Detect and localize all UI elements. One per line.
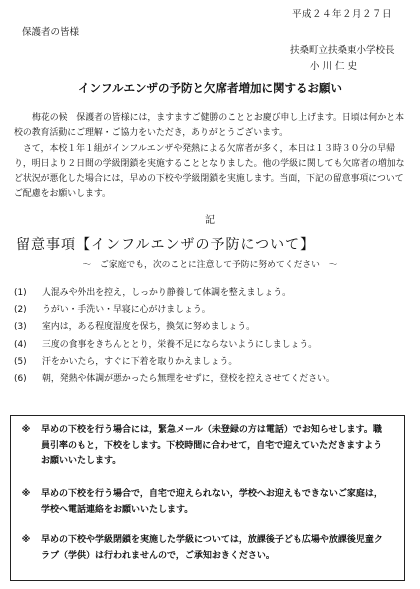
notice-mark: ※ [21, 489, 31, 499]
precaution-list [14, 285, 335, 388]
item-number: (4) [14, 339, 27, 350]
notice-text: 早めの下校を行う場合で，自宅で迎えられない，学校へお迎えもできないご家庭は，学校へ電話連絡をお願いいたします。 [41, 489, 383, 515]
item-number: (2) [14, 305, 27, 316]
item-text: 朝，発熱や体調が悪かったら無理をせずに，登校を控えさせてください。 [42, 374, 335, 385]
item-number: (3) [14, 322, 27, 333]
sender-name: 小川仁史 [310, 61, 361, 72]
section-subheading: ～ ご家庭でも，次のことに注意して予防に努めてください ～ [82, 260, 338, 270]
notice-text: 早めの下校を行う場合には，緊急メール（未登録の方は電話）でお知らせします。職員引率のもと，下校をします。下校時間に合わせて，自宅で迎えていただきますようお願いいたします。 [41, 425, 383, 466]
notice-item [11, 533, 404, 564]
notice-item [11, 487, 404, 518]
notice-box [10, 415, 405, 581]
main-paragraph: さて，本校１年１組がインフルエンザや発熱による欠席者が多く，本日は１３時３０分の早帰り，明日より２日間の学級閉鎖を実施することとなりました。他の学級に関しても欠席者の増加など状況が悪化した場合には，早めの下校や学級閉鎖を実施します。当面，下記の留意事項についてご配慮をお願いします。 [14, 143, 405, 200]
sender-organization: 扶桑町立扶桑東小学校長 [290, 45, 395, 56]
item-number: (5) [14, 356, 27, 367]
greeting-paragraph: 梅花の候 保護者の皆様には，ますますご健勝のこととお慶び申し上げます。日頃は何かと本校の教育活動にご理解・ご協力をいただき，ありがとうございます。 [14, 113, 405, 139]
item-number: (6) [14, 374, 27, 385]
document-title: インフルエンザの予防と欠席者増加に関するお願い [77, 81, 343, 95]
notice-mark: ※ [21, 425, 31, 435]
item-text: うがい・手洗い・早寝に心がけましょう。 [42, 305, 211, 316]
document-date: 平成２４年２月２７日 [292, 9, 393, 20]
item-text: 人混みや外出を控え，しっかり静養して体調を整えましょう。 [42, 288, 292, 298]
list-item [14, 371, 335, 388]
letter-body [14, 111, 408, 203]
notice-mark: ※ [21, 535, 31, 545]
item-text: 汗をかいたら，すぐに下着を取りかえましょう。 [42, 356, 238, 367]
ki-marker: 記 [205, 215, 215, 226]
item-number: (1) [14, 288, 27, 298]
list-item [14, 285, 335, 302]
item-text: 三度の食事をきちんととり，栄養不足にならないようにしましょう。 [42, 339, 318, 350]
list-item [14, 337, 335, 354]
item-text: 室内は，ある程度湿度を保ち，換気に努めましょう。 [42, 322, 255, 333]
list-item [14, 354, 335, 371]
section-heading: 留意事項【インフルエンザの予防について】 [16, 237, 316, 253]
notice-item [11, 423, 404, 470]
recipient: 保護者の皆様 [22, 27, 80, 38]
list-item [14, 319, 335, 336]
notice-text: 早めの下校や学級閉鎖を実施した学級については，放課後子ども広場や放課後児童クラブ（学供）は行われませんので，ご承知おきください。 [41, 535, 383, 561]
list-item [14, 302, 335, 319]
